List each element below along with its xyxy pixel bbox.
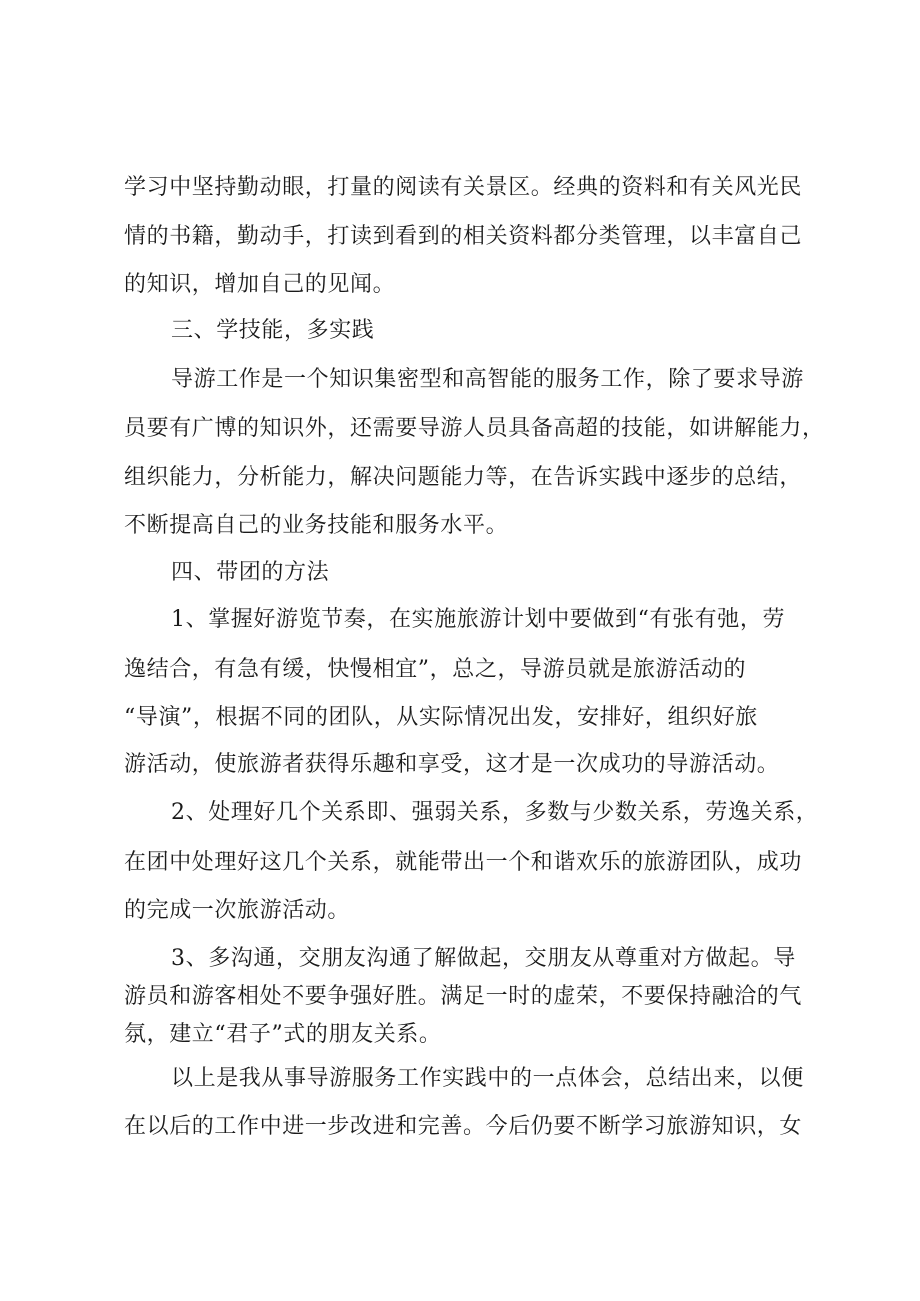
text-line: 1、掌握好游览节奏，在实施旅游计划中要做到“有张有弛，劳 [171,607,786,632]
text-line: 逸结合，有急有缓，快慢相宜”，总之，导游员就是旅游活动的 [124,657,747,682]
text-line: 导游工作是一个知识集密型和高智能的服务工作，除了要求导游 [171,367,804,392]
text-line: 学习中坚持勤动眼，打量的阅读有关景区。经典的资料和有关风光民 [124,175,803,200]
text-line: 游员和游客相处不要争强好胜。满足一时的虚荣，不要保持融洽的气 [124,984,803,1009]
text-line: 的知识，增加自己的见闻。 [124,272,396,297]
text-line: 组织能力，分析能力，解决问题能力等，在告诉实践中逐步的总结， [124,465,803,490]
text-line: 的完成一次旅游活动。 [124,898,351,923]
text-line: 2、处理好几个关系即、强弱关系，多数与少数关系，劳逸关系， [171,800,819,825]
text-line: 游活动，使旅游者获得乐趣和享受，这才是一次成功的导游活动。 [124,752,780,777]
text-line: 3、多沟通，交朋友沟通了解做起，交朋友从尊重对方做起。导 [171,946,796,971]
section-heading: 三、学技能，多实践 [171,318,375,343]
text-line: 在以后的工作中进一步改进和完善。今后仍要不断学习旅游知识，女 [124,1114,803,1139]
text-line: 以上是我从事导游服务工作实践中的一点体会，总结出来，以便 [171,1066,804,1091]
text-line: 氛，建立“君子”式的朋友关系。 [124,1022,442,1047]
text-line: 不断提高自己的业务技能和服务水平。 [124,513,509,538]
text-line: 在团中处理好这几个关系，就能带出一个和谐欢乐的旅游团队，成功 [124,850,803,875]
section-heading: 四、带团的方法 [171,560,330,585]
text-line: “导演”，根据不同的团队，从实际情况出发，安排好，组织好旅 [124,705,758,730]
text-line: 员要有广博的知识外，还需要导游人员具备高超的技能，如讲解能力， [124,416,825,441]
text-line: 情的书籍，勤动手，打读到看到的相关资料都分类管理，以丰富自己 [124,224,803,249]
